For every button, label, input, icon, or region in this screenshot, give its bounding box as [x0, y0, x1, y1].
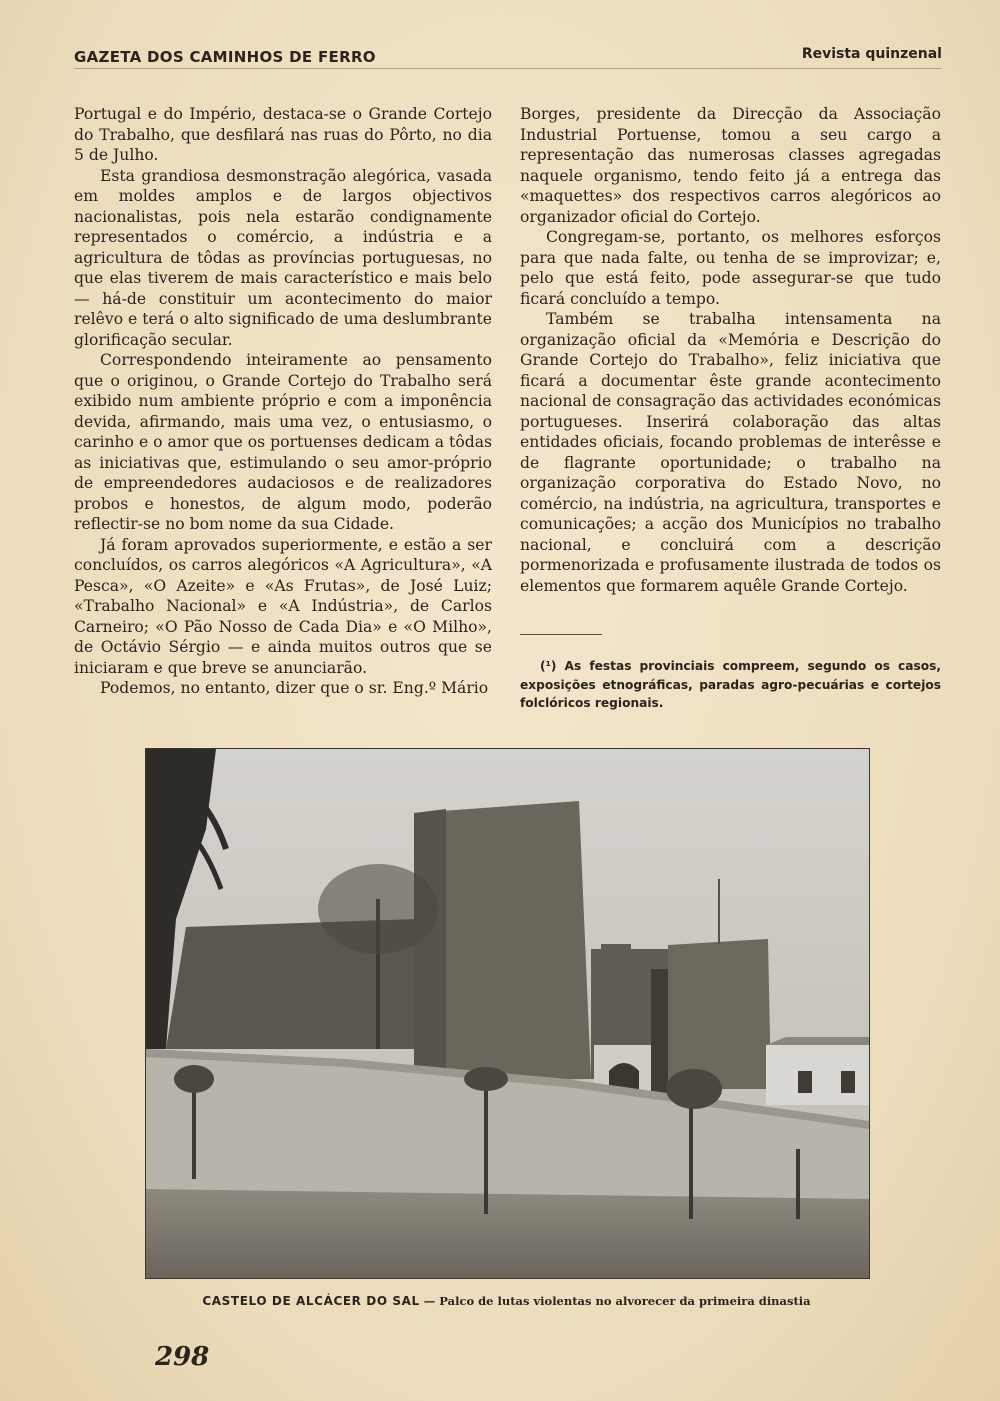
right-column — [520, 104, 941, 596]
right-paragraph-1: Borges, presidente da Direcção da Associação Industrial Portuense, tomou a seu cargo a representação das numerosas classes agregadas naquele organismo, tendo feito já a entrega das «maquettes» dos respectivos carros alegóricos ao organizador oficial do Cortejo. — [520, 105, 941, 226]
page-number: 298 — [155, 1342, 210, 1372]
right-paragraph-3: Também se trabalha intensamenta na organização oficial da «Memória e Descrição do Grande Cortejo do Trabalho», feliz iniciativa que ficará a documentar êste grande acontecimento nacional de consagração das actividades económicas portugueses. Inserirá colaboração das altas entidades oficiais, focando problemas de interêsse e de flagrante oportunidade; o trabalho na organização corporativa do Estado Novo, no comércio, na indústria, na agricultura, transportes e comunicações; a acção dos Municípios no trabalho nacional, e concluirá com a descrição pormenorizada e profusamente ilustrada de todos os elementos que formarem aquêle Grande Cortejo. — [520, 310, 941, 595]
left-paragraph-4: Já foram aprovados superiormente, e estão a ser concluídos, os carros alegóricos «A Agricultura», «A Pesca», «O Azeite» e «As Frutas», de José Luiz; «Trabalho Nacional» e «A Indústria», de Carlos Carneiro; «O Pão Nosso de Cada Dia» e «O Milho», de Octávio Sérgio — e ainda muitos outros que se iniciaram e que breve se anunciarão. — [74, 535, 492, 677]
footnote: (¹) As festas provinciais compreem, segundo os casos, exposições etnográficas, paradas agro-pecuárias e cortejos folclóricos regionais. — [520, 659, 941, 710]
left-column — [74, 104, 492, 699]
castle-photo-illustration — [146, 749, 869, 1278]
caption-subtitle: — Palco de lutas violentas no alvorecer da primeira dinastia — [419, 1294, 811, 1308]
left-paragraph-3: Correspondendo inteiramente ao pensamento que o originou, o Grande Cortejo do Trabalho será exibido num ambiente próprio e com a imponência devida, afirmando, mais uma vez, o entusiasmo, o carinho e o amor que os portuenses dedicam a tôdas as iniciativas que, estimulando o seu amor-próprio de empreendedores audaciosos e de realizadores probos e honestos, de algum modo, poderão reflectir-se no bom nome da sua Cidade. — [74, 351, 492, 533]
caption-title: CASTELO DE ALCÁCER DO SAL — [202, 1294, 420, 1308]
page-header — [74, 46, 942, 69]
photo-caption — [145, 1294, 868, 1308]
footnote-divider — [520, 634, 602, 635]
left-paragraph-5: Podemos, no entanto, dizer que o sr. Eng.º Mário — [100, 679, 489, 697]
castle-photograph — [145, 748, 870, 1279]
left-paragraph-2: Esta grandiosa desmonstração alegórica, vasada em moldes amplos e de largos objectivos nacionalistas, pois nela estarão condignamente representados o comércio, a indústria e a agricultura de tôdas as províncias portuguesas, no que elas tiverem de mais característico e mais belo — há-de constituir um acontecimento do maior relêvo e terá o alto significado de uma deslumbrante glorificação secular. — [74, 166, 492, 349]
publication-frequency: Revista quinzenal — [801, 46, 942, 62]
publication-title: GAZETA DOS CAMINHOS DE FERRO — [74, 48, 376, 66]
left-paragraph-1: Portugal e do Império, destaca-se o Grande Cortejo do Trabalho, que desfilará nas ruas do Pôrto, no dia 5 de Julho. — [74, 105, 492, 164]
right-paragraph-2: Congregam-se, portanto, os melhores esforços para que nada falte, ou tenha de se improvizar; e, pelo que está feito, pode assegurar-se que tudo ficará concluído a tempo. — [520, 228, 941, 308]
